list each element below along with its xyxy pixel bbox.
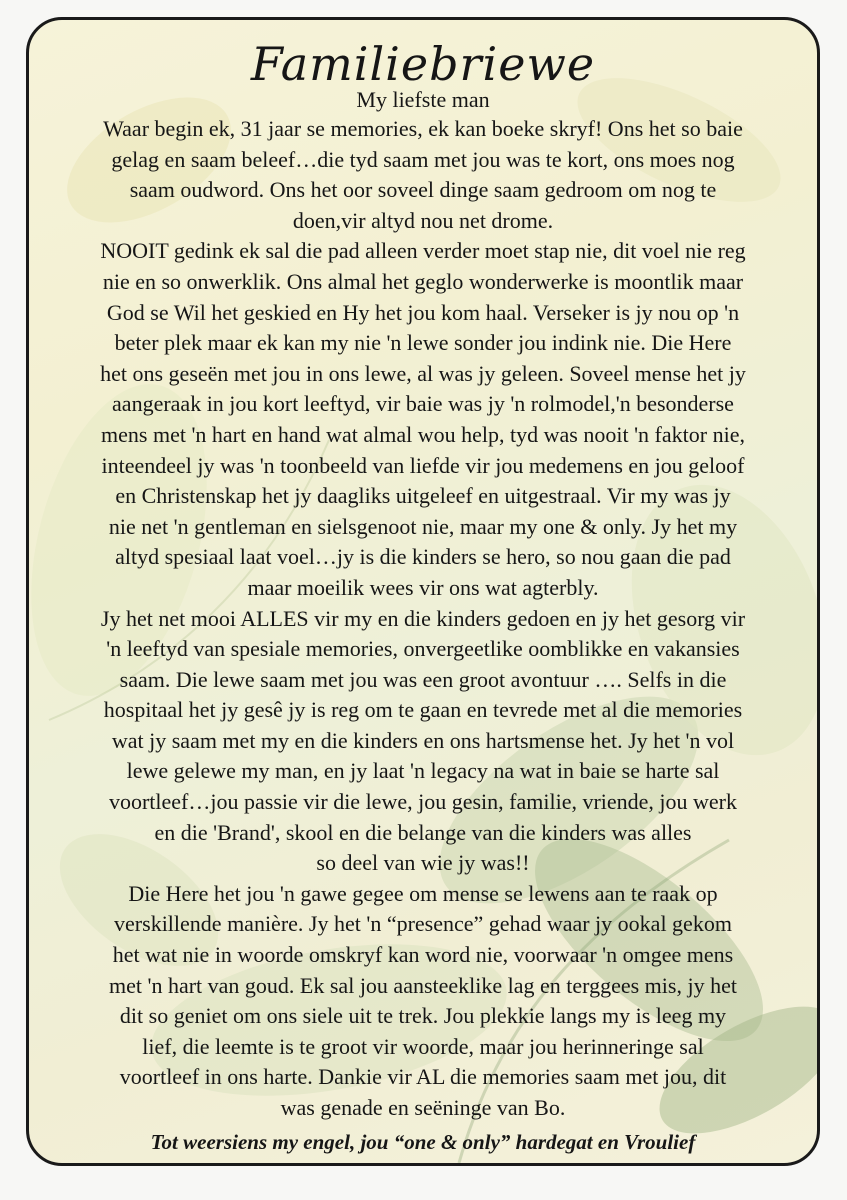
letter-card bbox=[26, 17, 820, 1166]
body-line: doen,vir altyd nou net drome. bbox=[292, 207, 554, 233]
body-line: en Christenskap het jy daagliks uitgeleef en uitgestraal. Vir my was jy bbox=[115, 483, 731, 509]
body-line: saam oudword. Ons het oor soveel dinge saam gedroom om nog te bbox=[129, 177, 717, 203]
body-line: voortleef…jou passie vir die lewe, jou gesin, familie, vriende, jou werk bbox=[108, 789, 738, 815]
body-line: Waar begin ek, 31 jaar se memories, ek kan boeke skryf! Ons het so baie bbox=[103, 116, 743, 141]
body-line: nie net 'n gentleman en sielsgenoot nie, maar my one & only. Jy het my bbox=[108, 513, 738, 539]
letter-closing: Tot weersiens my engel, jou “one & only” hardegat en Vroulief bbox=[150, 1129, 696, 1154]
body-line: aangeraak in jou kort leeftyd, vir baie was jy 'n rolmodel,'n besonderse bbox=[112, 391, 734, 417]
body-line: NOOIT gedink ek sal die pad alleen verder moet stap nie, dit voel nie reg bbox=[100, 238, 746, 264]
body-line: voortleef in ons harte. Dankie vir AL die memories saam met jou, dit bbox=[119, 1064, 727, 1090]
body-line: altyd spesiaal laat voel…jy is die kinders se hero, so nou gaan die pad bbox=[115, 544, 731, 570]
body-line: lief, die leemte is te groot vir woorde, maar jou herinneringe sal bbox=[142, 1033, 704, 1059]
body-line: was genade en seëninge van Bo. bbox=[280, 1095, 566, 1120]
body-line: mens met 'n hart en hand wat almal wou help, tyd was nooit 'n faktor nie, bbox=[101, 421, 745, 447]
body-line: so deel van wie jy was!! bbox=[316, 850, 530, 876]
body-line: wat jy saam met my en die kinders en ons hartsmense het. Jy het 'n vol bbox=[111, 727, 735, 753]
body-line: Jy het net mooi ALLES vir my en die kinders gedoen en jy het gesorg vir bbox=[100, 605, 746, 631]
letter-body bbox=[29, 114, 817, 1124]
body-line: beter plek maar ek kan my nie 'n lewe sonder jou indink nie. Die Here bbox=[114, 330, 732, 356]
body-line: met 'n hart van goud. Ek sal jou aansteeklike lag en terggees mis, jy het bbox=[109, 972, 737, 998]
body-line: God se Wil het geskied en Hy het jou kom haal. Verseker is jy nou op 'n bbox=[106, 299, 740, 325]
letter-greeting: My liefste man bbox=[356, 87, 490, 112]
body-line: dit so geniet om ons siele uit te trek. Jou plekkie langs my is leeg my bbox=[119, 1003, 727, 1029]
body-line: Die Here het jou 'n gawe gegee om mense se lewens aan te raak op bbox=[128, 880, 718, 906]
body-line: lewe gelewe my man, en jy laat 'n legacy na wat in baie se harte sal bbox=[126, 758, 720, 784]
body-line: het wat nie in woorde omskryf kan word nie, voorwaar 'n omgee mens bbox=[112, 942, 734, 968]
page-title: Familiebriewe bbox=[250, 37, 596, 91]
body-line: 'n leeftyd van spesiale memories, onvergeetlike oomblikke en vakansies bbox=[106, 636, 740, 662]
body-line: en die 'Brand', skool en die belange van die kinders was alles bbox=[154, 819, 692, 845]
body-line: nie en so onwerklik. Ons almal het geglo wonderwerke is moontlik maar bbox=[102, 268, 744, 294]
letter-content bbox=[29, 20, 817, 1158]
body-line: inteendeel jy was 'n toonbeeld van liefde vir jou medemens en jou geloof bbox=[101, 452, 745, 478]
body-line: gelag en saam beleef…die tyd saam met jou was te kort, ons moes nog bbox=[111, 146, 735, 172]
body-line: saam. Die lewe saam met jou was een groot avontuur …. Selfs in die bbox=[119, 666, 727, 692]
body-line: verskillende manière. Jy het 'n “presence” gehad waar jy ookal gekom bbox=[114, 911, 732, 937]
body-line: maar moeilik wees vir ons wat agterbly. bbox=[247, 574, 599, 600]
body-line: hospitaal het jy gesê jy is reg om te gaan en tevrede met al die memories bbox=[103, 697, 743, 723]
body-line: het ons geseën met jou in ons lewe, al was jy geleen. Soveel mense het jy bbox=[100, 360, 746, 386]
